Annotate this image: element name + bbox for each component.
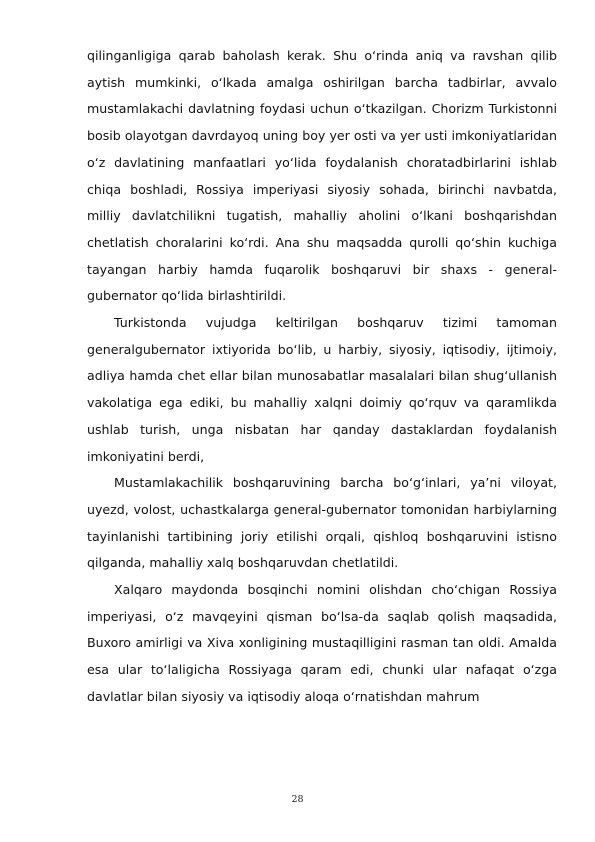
paragraph-2: Turkistonda vujudga keltirilgan boshqaruv tizimi tamoman generalgubernator ixtiyorida bo‘lib, u harbiy, siyosiy, iqtisodiy, ijtimoiy, adliya hamda chet ellar bilan munosabatlar masalalari bilan shug‘ullanish vakolatiga ega ediki, bu mahalliy xalqni doimiy qo‘rquv va qaramlikda ushlab turish, unga nisbatan har qanday dastaklardan foydalanish imkoniyatini berdi, <box>87 315 557 464</box>
paragraph-4: Xalqaro maydonda bosqinchi nomini olishdan cho‘chigan Rossiya imperiyasi, o‘z mavqeyini qisman bo‘lsa-da saqlab qolish maqsadida, Buxoro amirligi va Xiva xonligining mustaqilligini rasman tan oldi. Amalda esa ular to‘laligicha Rossiyaga qaram edi, chunki ular nafaqat o‘zga davlatlar bilan siyosiy va iqtisodiy aloqa o‘rnatishdan mahrum <box>87 582 557 704</box>
document-body <box>87 43 557 711</box>
paragraph-3: Mustamlakachilik boshqaruvining barcha bo‘g‘inlari, ya’ni viloyat, uyezd, volost, uchastkalarga general-gubernator tomonidan harbiylarning tayinlanishi tartibining joriy etilishi orqali, qishloq boshqaruvini istisno qilganda, mahalliy xalq boshqaruvdan chetlatildi. <box>87 475 557 571</box>
paragraph-1: qilinganligiga qarab baholash kerak. Shu o‘rinda aniq va ravshan qilib aytish mumkinki, o‘lkada amalga oshirilgan barcha tadbirlar, avvalo mustamlakachi davlatning foydasi uchun o‘tkazilgan. Chorizm Turkistonni bosib olayotgan davrdayoq uning boy yer osti va yer usti imkoniyatlaridan o‘z davlatining manfaatlari yo‘lida foydalanish choratadbirlarini ishlab chiqa boshladi, Rossiya imperiyasi siyosiy sohada, birinchi navbatda, milliy davlatchilikni tugatish, mahalliy aholini o‘lkani boshqarishdan chetlatish choralarini ko‘rdi. Ana shu maqsadda qurolli qo‘shin kuchiga tayangan harbiy hamda fuqarolik boshqaruvi bir shaxs - general-gubernator qo‘lida birlashtirildi. <box>87 48 557 304</box>
page-number: 28 <box>291 794 304 805</box>
